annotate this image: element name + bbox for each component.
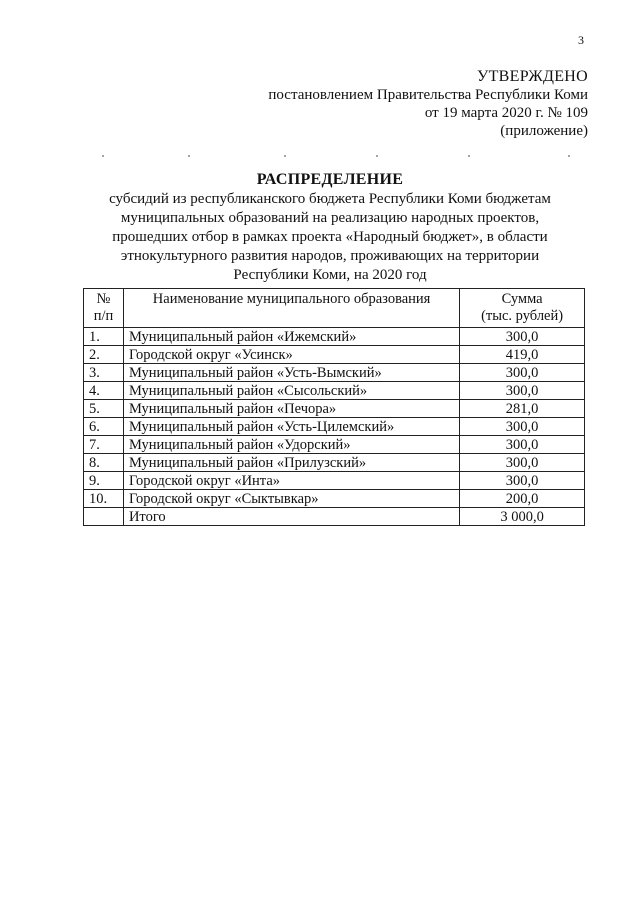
- row-amount: 200,0: [460, 490, 585, 508]
- approval-issuer: постановлением Правительства Республики Коми: [268, 87, 588, 103]
- table-row: [84, 400, 585, 418]
- table-row: [84, 346, 585, 364]
- document-subtitle-line: муниципальных образований на реализацию народных проектов,: [120, 210, 540, 226]
- row-number: 9.: [84, 472, 124, 490]
- header-number-line: №: [96, 291, 111, 307]
- row-municipality: Городской округ «Сыктывкар»: [123, 490, 459, 508]
- header-name: Наименование муниципального образования: [123, 289, 459, 328]
- row-amount: 419,0: [460, 346, 585, 364]
- row-number: 4.: [84, 382, 124, 400]
- header-amount-line: Сумма: [501, 291, 543, 307]
- table-row: [84, 436, 585, 454]
- row-number: 5.: [84, 400, 124, 418]
- row-number: 7.: [84, 436, 124, 454]
- row-municipality: Муниципальный район «Усть-Вымский»: [123, 364, 459, 382]
- document-subtitle-line: Республики Коми, на 2020 год: [233, 267, 427, 283]
- row-municipality: Муниципальный район «Усть-Цилемский»: [123, 418, 459, 436]
- header-amount-line: (тыс. рублей): [481, 308, 564, 324]
- scan-dots: [80, 155, 580, 159]
- row-amount: 300,0: [460, 472, 585, 490]
- row-amount: 300,0: [460, 328, 585, 346]
- approval-annex: (приложение): [500, 123, 588, 139]
- distribution-table: [83, 288, 585, 526]
- document-heading: [60, 170, 600, 285]
- total-label: Итого: [123, 508, 459, 526]
- header-number: [84, 289, 124, 328]
- approval-heading: УТВЕРЖДЕНО: [476, 68, 588, 85]
- table-row: [84, 364, 585, 382]
- document-subtitle-line: субсидий из республиканского бюджета Республики Коми бюджетам: [109, 191, 551, 207]
- table-row: [84, 490, 585, 508]
- approval-date: от 19 марта 2020 г. № 109: [424, 105, 588, 121]
- row-municipality: Муниципальный район «Прилузский»: [123, 454, 459, 472]
- row-municipality: Городской округ «Усинск»: [123, 346, 459, 364]
- row-amount: 300,0: [460, 454, 585, 472]
- row-number: 3.: [84, 364, 124, 382]
- total-number: [84, 508, 124, 526]
- row-municipality: Муниципальный район «Печора»: [123, 400, 459, 418]
- row-amount: 300,0: [460, 436, 585, 454]
- row-municipality: Муниципальный район «Сысольский»: [123, 382, 459, 400]
- document-title: РАСПРЕДЕЛЕНИЕ: [256, 171, 404, 188]
- row-number: 2.: [84, 346, 124, 364]
- row-number: 1.: [84, 328, 124, 346]
- document-subtitle-line: прошедших отбор в рамках проекта «Народный бюджет», в области: [112, 229, 548, 245]
- table-total-row: [84, 508, 585, 526]
- row-number: 8.: [84, 454, 124, 472]
- row-amount: 300,0: [460, 364, 585, 382]
- table-row: [84, 418, 585, 436]
- row-amount: 300,0: [460, 382, 585, 400]
- row-amount: 281,0: [460, 400, 585, 418]
- row-municipality: Муниципальный район «Ижемский»: [123, 328, 459, 346]
- table-row: [84, 328, 585, 346]
- table-row: [84, 472, 585, 490]
- approval-stamp: [268, 68, 588, 140]
- table-header-row: [84, 289, 585, 328]
- table-row: [84, 382, 585, 400]
- header-amount: [460, 289, 585, 328]
- row-number: 6.: [84, 418, 124, 436]
- total-amount: 3 000,0: [460, 508, 585, 526]
- document-subtitle-line: этнокультурного развития народов, проживающих на территории: [120, 248, 540, 264]
- row-number: 10.: [84, 490, 124, 508]
- row-municipality: Городской округ «Инта»: [123, 472, 459, 490]
- row-amount: 300,0: [460, 418, 585, 436]
- page-number: 3: [578, 33, 584, 47]
- header-number-line: п/п: [93, 308, 114, 324]
- row-municipality: Муниципальный район «Удорский»: [123, 436, 459, 454]
- table-row: [84, 454, 585, 472]
